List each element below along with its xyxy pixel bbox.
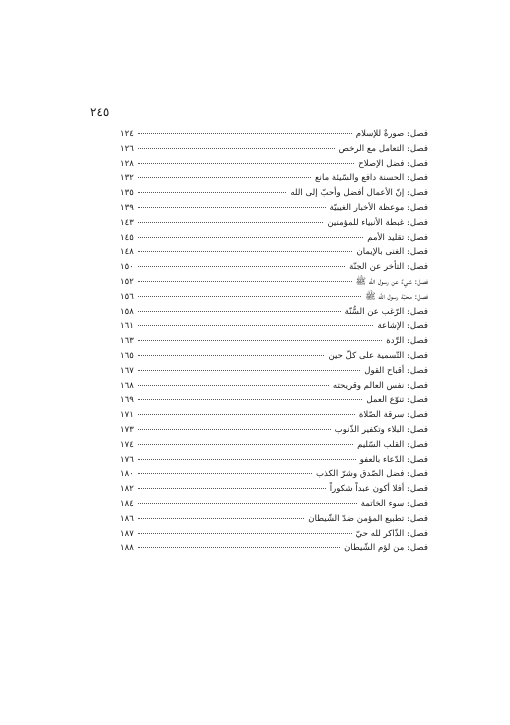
toc-entry	[120, 157, 428, 172]
toc-entry-title: فصل: القلب السّليم	[357, 439, 428, 450]
toc-leader-dots	[138, 201, 326, 208]
toc-entry-title: فصل: إنّ الأعمال أفضل وأحبّ إلى الله	[290, 188, 428, 199]
toc-entry-title: فصل: فضل الصّدق وشرّ الكذب	[315, 469, 428, 480]
toc-entry-title: فصل: الرِّدة	[386, 336, 428, 347]
toc-leader-dots	[138, 364, 360, 371]
toc-entry-title: فصل: البلاء وتكفير الذّنوب	[334, 424, 428, 435]
toc-entry-page: ١٨٦	[120, 513, 134, 524]
toc-entry-page: ١٤٥	[120, 232, 134, 243]
toc-entry-title: فصل: الإشاعة	[377, 321, 428, 332]
toc-entry	[120, 245, 428, 260]
toc-entry-title: فصل: تنوّع العمل	[366, 395, 428, 406]
toc-entry	[120, 231, 428, 246]
toc-leader-dots	[138, 334, 382, 341]
toc-entry-title: فصل: أفلا أكون عبداً شكوراً	[329, 484, 428, 495]
toc-entry	[120, 497, 428, 512]
toc-entry-page: ١٣٢	[120, 173, 134, 184]
toc-leader-dots	[138, 541, 340, 548]
toc-entry-title: فصل: الدّعاء بالعفو	[359, 454, 428, 465]
toc-entry-page: ١٢٦	[120, 143, 134, 154]
toc-entry-page: ١٤٣	[120, 217, 134, 228]
toc-entry-title: فصل: تقليد الأمم	[367, 232, 428, 243]
toc-entry	[120, 290, 428, 305]
toc-leader-dots	[138, 142, 335, 149]
toc-entry-title: فصل: التعامل مع الرخص	[338, 143, 428, 154]
toc-entry-page: ١٦٨	[120, 380, 134, 391]
toc-entry	[120, 467, 428, 482]
toc-entry	[120, 453, 428, 468]
toc-entry	[120, 408, 428, 423]
toc-leader-dots	[138, 319, 374, 326]
toc-leader-dots	[138, 216, 324, 223]
toc-leader-dots	[138, 245, 353, 252]
toc-entry-title: فصل: صورةٌ للإسلام	[355, 129, 428, 139]
table-of-contents	[120, 127, 428, 556]
toc-entry-page: ١٦١	[120, 321, 134, 332]
toc-leader-dots	[138, 260, 345, 267]
toc-leader-dots	[138, 171, 311, 178]
toc-entry	[120, 275, 428, 290]
toc-entry	[120, 393, 428, 408]
toc-entry-page: ١٦٩	[120, 395, 134, 406]
toc-entry-page: ١٨٠	[120, 469, 134, 480]
toc-leader-dots	[138, 467, 312, 474]
toc-leader-dots	[138, 423, 331, 430]
toc-leader-dots	[138, 379, 329, 386]
toc-leader-dots	[138, 349, 325, 356]
toc-entry	[120, 127, 428, 142]
toc-leader-dots	[138, 127, 352, 134]
toc-entry-title: فصل: الرّغب عن السُّنّة	[344, 306, 428, 317]
toc-entry	[120, 260, 428, 275]
toc-entry	[120, 305, 428, 320]
toc-entry-page: ١٨٢	[120, 484, 134, 495]
toc-entry-title: فصل: غبطة الأنبياء للمؤمنين	[327, 217, 428, 228]
toc-entry	[120, 349, 428, 364]
toc-leader-dots	[138, 186, 286, 193]
toc-leader-dots	[138, 393, 363, 400]
toc-entry-page: ١٦٣	[120, 336, 134, 347]
toc-entry-title: فصل: سرقة الصّلاة	[358, 410, 428, 421]
toc-entry	[120, 527, 428, 542]
toc-entry	[120, 334, 428, 349]
toc-entry	[120, 319, 428, 334]
toc-leader-dots	[138, 275, 352, 282]
toc-entry-page: ١٣٩	[120, 202, 134, 213]
toc-entry-page: ١٥٠	[120, 262, 134, 273]
toc-entry-title: فصل: من لؤم الشّيطان	[344, 543, 428, 554]
toc-entry-page: ١٧٦	[120, 454, 134, 465]
toc-entry	[120, 216, 428, 231]
toc-leader-dots	[138, 497, 357, 504]
toc-entry-title: فصل: فضل الإصلاح	[358, 158, 428, 169]
page-number: ٢٤٥	[90, 105, 110, 119]
toc-entry-title: فصل: سوء الخاتمة	[360, 498, 428, 509]
toc-leader-dots	[138, 305, 341, 312]
toc-entry-title: فصل: أقباح القول	[364, 365, 428, 376]
toc-leader-dots	[138, 512, 304, 519]
toc-entry-page: ١٤٨	[120, 247, 134, 258]
toc-entry-title: فصل: الذّاكر لله حيّ	[355, 528, 428, 539]
toc-entry-page: ١٧٣	[120, 424, 134, 435]
toc-entry-title: فصل: شيءٌ عن رسول الله ﷺ	[355, 276, 428, 287]
toc-entry-page: ١٥٢	[120, 276, 134, 287]
toc-entry-page: ١٥٦	[120, 291, 134, 302]
toc-entry-page: ١٣٥	[120, 188, 134, 199]
toc-entry	[120, 201, 428, 216]
toc-entry	[120, 379, 428, 394]
toc-entry	[120, 482, 428, 497]
toc-entry-page: ١٦٥	[120, 350, 134, 361]
toc-entry-title: فصل: موعظة الأخبار الغيبيّة	[329, 202, 428, 213]
toc-entry	[120, 171, 428, 186]
toc-entry	[120, 512, 428, 527]
toc-leader-dots	[138, 482, 326, 489]
toc-leader-dots	[138, 290, 361, 297]
toc-leader-dots	[138, 453, 356, 460]
toc-entry-title: فصل: نفس العالم وقريحته	[332, 380, 428, 391]
toc-entry	[120, 364, 428, 379]
toc-leader-dots	[138, 408, 355, 415]
toc-leader-dots	[138, 231, 363, 238]
toc-entry-page: ١٨٧	[120, 528, 134, 539]
toc-entry	[120, 541, 428, 556]
toc-entry	[120, 186, 428, 201]
toc-leader-dots	[138, 527, 352, 534]
toc-entry-title: فصل: محبّة رسول الله ﷺ	[365, 291, 428, 302]
toc-entry-page: ١٢٤	[120, 129, 134, 139]
toc-entry	[120, 423, 428, 438]
toc-entry-page: ١٧١	[120, 410, 134, 421]
toc-entry-page: ١٨٤	[120, 498, 134, 509]
toc-leader-dots	[138, 157, 354, 164]
toc-entry	[120, 142, 428, 157]
toc-entry-page: ١٥٨	[120, 306, 134, 317]
toc-entry-title: فصل: تطبيع المؤمن ضدّ الشّيطان	[308, 513, 428, 524]
toc-entry-page: ١٧٤	[120, 439, 134, 450]
toc-entry-page: ١٨٨	[120, 543, 134, 554]
toc-entry-title: فصل: الحسنة دافع والسّيئة مانع	[314, 173, 428, 184]
toc-leader-dots	[138, 438, 353, 445]
toc-entry-title: فصل: الغنى بالإيمان	[356, 247, 428, 258]
toc-entry	[120, 438, 428, 453]
toc-entry-page: ١٢٨	[120, 158, 134, 169]
toc-entry-title: فصل: التأخر عن الجنّة	[349, 262, 428, 273]
toc-entry-title: فصل: التّسمية على كلّ حين	[328, 350, 428, 361]
toc-entry-page: ١٦٧	[120, 365, 134, 376]
